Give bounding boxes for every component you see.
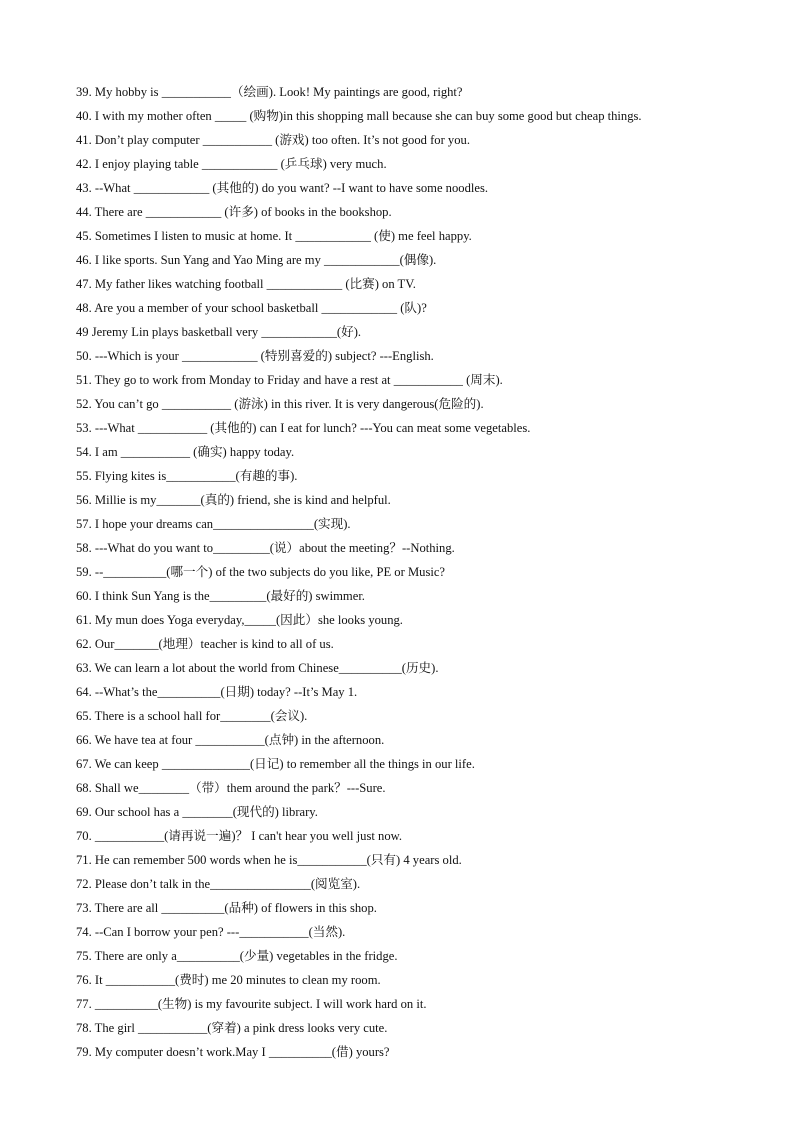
exercise-71: 71. He can remember 500 words when he is___________(只有) 4 years old.: [76, 853, 462, 867]
exercise-59: 59. --__________(哪一个) of the two subjects do you like, PE or Music?: [76, 565, 446, 579]
exercise-69: 69. Our school has a ________(现代的) library.: [76, 805, 318, 819]
exercise-48: 48. Are you a member of your school basketball ____________ (队)?: [76, 301, 427, 315]
exercise-62: 62. Our_______(地理）teacher is kind to all of us.: [76, 637, 334, 651]
exercise-74: 74. --Can I borrow your pen? ---___________(当然).: [76, 925, 346, 939]
exercise-76: 76. It ___________(费时) me 20 minutes to clean my room.: [76, 973, 381, 987]
exercise-60: 60. I think Sun Yang is the_________(最好的) swimmer.: [76, 589, 365, 603]
exercise-46: 46. I like sports. Sun Yang and Yao Ming are my ____________(偶像).: [76, 253, 437, 267]
exercise-68: 68. Shall we________（带）them around the park？---Sure.: [76, 781, 386, 795]
exercise-54: 54. I am ___________ (确实) happy today.: [76, 445, 295, 459]
exercise-77: 77. __________(生物) is my favourite subject. I will work hard on it.: [76, 997, 427, 1011]
exercise-43: 43. --What ____________ (其他的) do you want? --I want to have some noodles.: [76, 181, 489, 195]
exercise-61: 61. My mun does Yoga everyday,_____(因此）she looks young.: [76, 613, 403, 627]
exercise-40: 40. I with my mother often _____ (购物)in this shopping mall because she can buy some good but cheap things.: [76, 109, 642, 123]
exercise-67: 67. We can keep ______________(日记) to remember all the things in our life.: [76, 757, 475, 771]
exercise-51: 51. They go to work from Monday to Friday and have a rest at ___________ (周末).: [76, 373, 503, 387]
exercise-70: 70. ___________(请再说一遍)？ I can't hear you well just now.: [76, 829, 403, 843]
exercise-47: 47. My father likes watching football ____________ (比赛) on TV.: [76, 277, 416, 291]
exercise-45: 45. Sometimes I listen to music at home. It ____________ (使) me feel happy.: [76, 229, 472, 243]
exercise-79: 79. My computer doesn’t work.May I __________(借) yours?: [76, 1045, 390, 1059]
exercise-57: 57. I hope your dreams can________________(实现).: [76, 517, 351, 531]
exercise-73: 73. There are all __________(品种) of flowers in this shop.: [76, 901, 377, 915]
exercise-78: 78. The girl ___________(穿着) a pink dress looks very cute.: [76, 1021, 388, 1035]
exercise-44: 44. There are ____________ (许多) of books in the bookshop.: [76, 205, 392, 219]
exercise-50: 50. ---Which is your ____________ (特别喜爱的) subject? ---English.: [76, 349, 434, 363]
exercise-52: 52. You can’t go ___________ (游泳) in this river. It is very dangerous(危险的).: [76, 397, 484, 411]
exercise-49: 49 Jeremy Lin plays basketball very ____________(好).: [76, 325, 362, 339]
exercise-list: [76, 80, 766, 1064]
exercise-41: 41. Don’t play computer ___________ (游戏) too often. It’s not good for you.: [76, 133, 470, 147]
exercise-55: 55. Flying kites is___________(有趣的事).: [76, 469, 298, 483]
exercise-63: 63. We can learn a lot about the world from Chinese__________(历史).: [76, 661, 439, 675]
exercise-72: 72. Please don’t talk in the________________(阅览室).: [76, 877, 361, 891]
exercise-65: 65. There is a school hall for________(会议).: [76, 709, 308, 723]
exercise-64: 64. --What’s the__________(日期) today? --It’s May 1.: [76, 685, 358, 699]
exercise-66: 66. We have tea at four ___________(点钟) in the afternoon.: [76, 733, 385, 747]
exercise-39: 39. My hobby is ___________（绘画). Look! My paintings are good, right?: [76, 85, 463, 99]
exercise-42: 42. I enjoy playing table ____________ (乒乓球) very much.: [76, 157, 387, 171]
exercise-53: 53. ---What ___________ (其他的) can I eat for lunch? ---You can meat some vegetables.: [76, 421, 531, 435]
exercise-58: 58. ---What do you want to_________(说）about the meeting？--Nothing.: [76, 541, 455, 555]
exercise-56: 56. Millie is my_______(真的) friend, she is kind and helpful.: [76, 493, 391, 507]
exercise-75: 75. There are only a__________(少量) vegetables in the fridge.: [76, 949, 398, 963]
